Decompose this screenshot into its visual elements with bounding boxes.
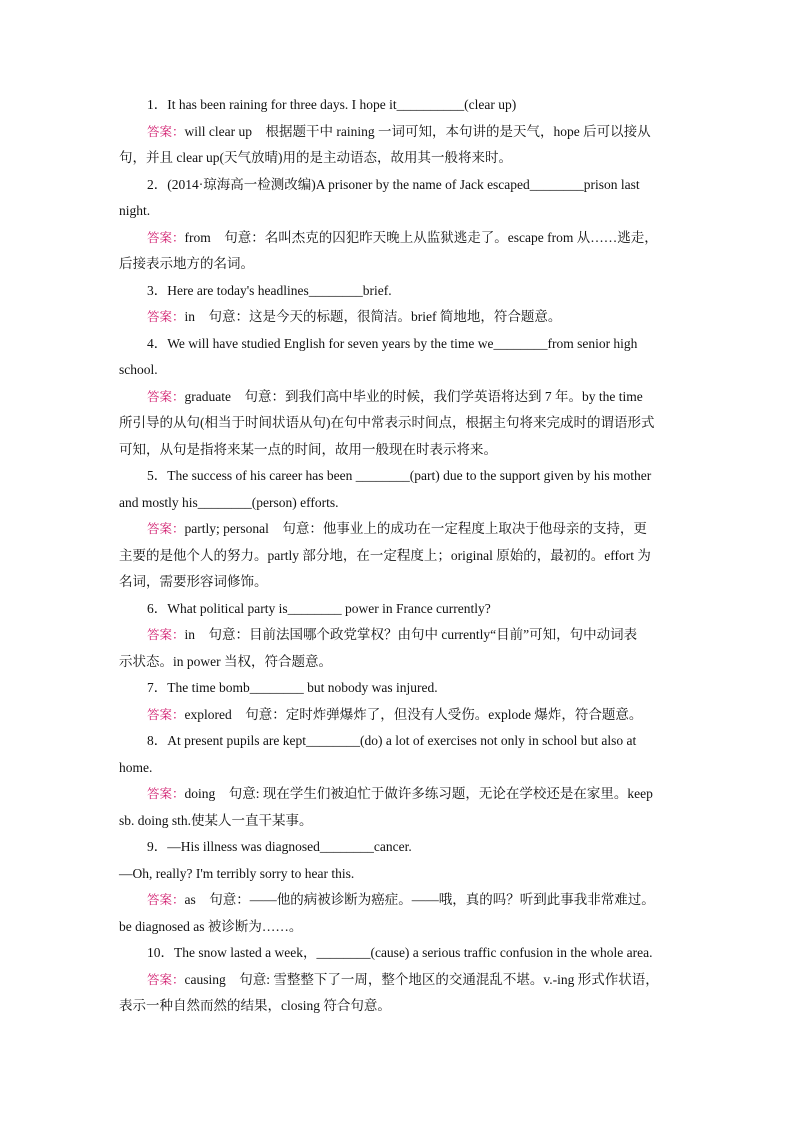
question-line: 4．We will have studied English for seven years by the time we________from senior high (147, 335, 638, 351)
exercise-item-1 (119, 92, 674, 172)
question-line: home. (119, 759, 153, 775)
answer-line: 后接表示地方的名词。 (119, 256, 254, 271)
question-line: night. (119, 203, 151, 218)
question-line: school. (119, 362, 158, 377)
question-line: 8．At present pupils are kept________(do) a lot of exercises not only in school but also at (147, 733, 637, 748)
answer-label: 答案： (147, 309, 185, 324)
answer-line: 主要的是他个人的努力。partly 部分地，在一定程度上；original 原始的，最初的。effort 为 (119, 547, 651, 563)
answer-line: 答案：graduate 句意：到我们高中毕业的时候，我们学英语将达到 7 年。by the time (147, 388, 643, 404)
question-line: 3．Here are today's headlines________brief. (147, 282, 392, 298)
answer-label: 答案： (147, 706, 185, 722)
answer-line: 答案：from 句意：名叫杰克的囚犯昨天晚上从监狱逃走了。escape from 从……逃走， (147, 229, 658, 245)
answer-line: 答案：causing 句意: 雪整整下了一周，整个地区的交通混乱不堪。v.-ing 形式作状语， (147, 971, 659, 987)
answer-label: 答案： (147, 388, 185, 404)
exercise-item-4 (119, 331, 674, 464)
answer-line: 答案：explored 句意：定时炸弹爆炸了，但没有人受伤。explode 爆炸，符合题意。 (147, 706, 643, 722)
question-line: 10．The snow lasted a week，________(cause) a serious traffic confusion in the whole area. (147, 945, 653, 960)
answer-line: 可知，从句是指将来某一点的时间，故用一般现在时表示将来。 (119, 441, 497, 457)
answer-label: 答案： (147, 521, 185, 536)
exercise-item-7 (119, 675, 674, 728)
answer-label: 答案： (147, 229, 185, 245)
answer-line: 所引导的从句(相当于时间状语从句)在句中常表示时间点，根据主句将来完成时的谓语形式 (119, 415, 655, 430)
answer-line: 答案：partly; personal 句意：他事业上的成功在一定程度上取决于他母亲的支持，更 (147, 521, 647, 536)
exercise-page (119, 92, 674, 1020)
answer-label: 答案： (147, 971, 185, 987)
exercise-item-8 (119, 728, 674, 834)
answer-line: 示状态。in power 当权，符合题意。 (119, 653, 332, 669)
question-line: 7．The time bomb________ but nobody was injured. (147, 680, 438, 695)
question-line: 1．It has been raining for three days. I hope it__________(clear up) (147, 97, 517, 112)
answer-line: 答案：will clear up 根据题干中 raining 一词可知，本句讲的是天气，hope 后可以接从 (147, 123, 651, 139)
exercise-item-5 (119, 463, 674, 596)
exercise-item-2 (119, 172, 674, 278)
answer-line: 答案：in 句意：这是今天的标题，很简洁。brief 简地地，符合题意。 (147, 309, 562, 324)
question-line: 2．(2014·琼海高一检测改编)A prisoner by the name of Jack escaped________prison last (147, 176, 640, 192)
answer-line: 句，并且 clear up(天气放晴)用的是主动语态，故用其一般将来时。 (119, 150, 512, 165)
question-line: 6．What political party is________ power in France currently? (147, 600, 491, 616)
exercise-item-9 (119, 834, 674, 940)
answer-line: be diagnosed as 被诊断为……。 (119, 918, 303, 934)
answer-label: 答案： (147, 627, 185, 642)
answer-label: 答案： (147, 123, 185, 139)
exercise-item-10 (119, 940, 674, 1020)
answer-line: 答案：in 句意：目前法国哪个政党掌权？由句中 currently“目前”可知，句中动词表 (147, 627, 638, 642)
answer-line: 名词，需要形容词修饰。 (119, 574, 268, 589)
answer-label: 答案： (147, 786, 185, 801)
answer-line: 表示一种自然而然的结果，closing 符合句意。 (119, 998, 391, 1013)
answer-label: 答案： (147, 892, 185, 907)
question-line: and mostly his________(person) efforts. (119, 494, 339, 510)
answer-line: 答案：doing 句意: 现在学生们被迫忙于做许多练习题，无论在学校还是在家里。keep (147, 786, 653, 801)
answer-line: sb. doing sth.使某人一直干某事。 (119, 812, 313, 828)
exercise-item-3 (119, 278, 674, 331)
question-line: —Oh, really? I'm terribly sorry to hear this. (119, 865, 355, 881)
answer-line: 答案：as 句意：——他的病被诊断为癌症。——哦，真的吗？听到此事我非常难过。 (147, 892, 655, 907)
question-line: 5．The success of his career has been ________(part) due to the support given by his mother (147, 468, 652, 483)
question-line: 9．—His illness was diagnosed________cancer. (147, 839, 412, 854)
exercise-item-6 (119, 596, 674, 676)
